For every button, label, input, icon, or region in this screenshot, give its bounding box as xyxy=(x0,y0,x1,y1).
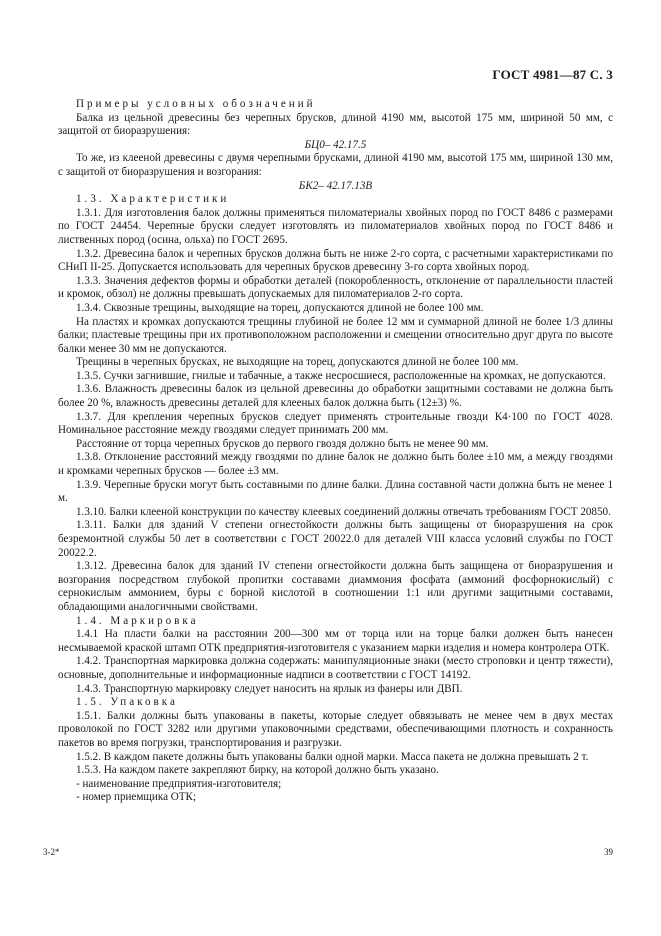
para-1-3-12: 1.3.12. Древесина балок для зданий IV степени огнестойкости должна быть защищена от биоразрушения и возгорания посредством глубокой пропитки составами диаммония фосфата (аммоний фосфорнокислый) с сернокислым аммонием, буры с борной кислотой в соотношении 1:1 или другими защитными составами, обладающими аналогичными свойствами. xyxy=(58,560,613,613)
para-1-3-8: 1.3.8. Отклонение расстояний между гвоздями по длине балок не должно быть более ±10 мм, а между гвоздями и кромками черепных брусков — более ±3 мм. xyxy=(58,451,613,478)
para-1-3-4: 1.3.4. Сквозные трещины, выходящие на торец, допускаются длиной не более 100 мм. xyxy=(76,301,484,314)
examples-title: Примеры условных обозначений xyxy=(76,98,316,110)
para-1-4-2: 1.4.2. Транспортная маркировка должна содержать: манипуляционные знаки (место строповки и центр тяжести), основные, дополнительные и информационные надписи в соответствии с ГОСТ 14192. xyxy=(58,655,613,681)
example-1: Балка из цельной древесины без черепных брусков, длиной 4190 мм, высотой 175 мм, шириной 50 мм, с защитой от биоразрушения: xyxy=(58,111,613,138)
para-1-3-9: 1.3.9. Черепные бруски могут быть составными по длине балки. Длина составной части должна быть не менее 1 м. xyxy=(58,478,613,505)
list-item: - наименование предприятия-изготовителя; xyxy=(76,777,282,790)
para-1-3-11: 1.3.11. Балки для зданий V степени огнестойкости должны быть защищены от биоразрушения на срок безремонтной службы 50 лет в соответствии с ГОСТ 20022.0 для деталей VIII класса условий службы по ГОСТ 20022.2. xyxy=(58,519,613,559)
section-1-5-title: 1.5. Упаковка xyxy=(76,696,178,709)
para-1-3-7: 1.3.7. Для крепления черепных брусков следует применять строительные гвозди К4·100 по ГОСТ 4028. Номинальное расстояние между гвоздями следует принимать 200 мм. xyxy=(58,410,613,437)
para-1-4-3: 1.4.3. Транспортную маркировку следует наносить на ярлык из фанеры или ДВП. xyxy=(76,682,463,695)
example-2: То же, из клееной древесины с двумя черепными брусками, длиной 4190 мм, высотой 175 мм, шириной 130 мм, с защитой от биоразрушения и возгорания: xyxy=(58,152,613,178)
para-1-3-2: 1.3.2. Древесина балок и черепных брусков должна быть не ниже 2-го сорта, с расчетными характеристиками по СНиП II-25. Допускается использовать для черепных брусков древесину 3-го сорта хвойных пород. xyxy=(58,247,613,274)
para-1-3-4-c: Трещины в черепных брусках, не выходящие на торец, допускаются длиной не более 100 мм. xyxy=(76,356,519,369)
page-header: ГОСТ 4981—87 С. 3 xyxy=(492,67,613,82)
para-1-4-1: 1.4.1 На пласти балки на расстоянии 200—300 мм от торца или на торце балки должен быть нанесен несмываемой краской штамп ОТК предприятия-изготовителя с указанием марки изделия и номера контролера ОТК. xyxy=(58,628,613,654)
para-1-5-3: 1.5.3. На каждом пакете закрепляют бирку, на которой должно быть указано. xyxy=(76,764,439,777)
para-1-3-7-b: Расстояние от торца черепных брусков до первого гвоздя должно быть не менее 90 мм. xyxy=(76,437,489,450)
para-1-3-5: 1.3.5. Сучки загнившие, гнилые и табачные, а также несросшиеся, расположенные на кромках, не допускаются. xyxy=(76,369,606,382)
footer-signature: 3-2* xyxy=(43,847,60,857)
section-1-3-title: 1.3. Характеристики xyxy=(76,193,230,206)
list-item: - номер приемщика ОТК; xyxy=(76,791,197,804)
example-1-formula: БЦ0– 42.17.5 xyxy=(304,138,367,151)
para-1-3-10: 1.3.10. Балки клееной конструкции по качеству клеевых соединений должны отвечать требованиям ГОСТ 20850. xyxy=(76,505,611,518)
page-number: 39 xyxy=(604,847,613,857)
para-1-3-4-b: На пластях и кромках допускаются трещины глубиной не более 12 мм и суммарной длиной не более 1/3 длины балки; пластевые трещины при их противоположном расположении и смещении относительно друг друга по высоте балки менее 30 мм не допускаются. xyxy=(58,315,613,355)
para-1-5-2: 1.5.2. В каждом пакете должны быть упакованы балки одной марки. Масса пакета не должна превышать 2 т. xyxy=(76,750,589,763)
para-1-3-1: 1.3.1. Для изготовления балок должны применяться пиломатериалы хвойных пород по ГОСТ 8486 с размерами по ГОСТ 24454. Черепные бруски следует изготовлять из пиломатериалов хвойных пород по ГОСТ 8486 и лиственных пород (осина, ольха) по ГОСТ 2695. xyxy=(58,206,613,246)
para-1-5-1: 1.5.1. Балки должны быть упакованы в пакеты, которые следует обвязывать не менее чем в двух местах проволокой по ГОСТ 3282 или другими упаковочными средствами, обеспечивающими плотность и сохранность пакетов во время погрузки, транспортирования и разгрузки. xyxy=(58,709,613,749)
para-1-3-3: 1.3.3. Значения дефектов формы и обработки деталей (покоробленность, отклонение от параллельности пластей и кромок, обзол) не должны превышать допускаемых для пиломатериалов 2-го сорта. xyxy=(58,274,613,301)
document-body xyxy=(58,98,613,805)
example-2-formula: БК2– 42.17.13В xyxy=(298,179,373,192)
section-1-4-title: 1.4. Маркировка xyxy=(76,614,199,627)
para-1-3-6: 1.3.6. Влажность древесины балок из цельной древесины до обработки защитными составами не должна быть более 20 %, влажность древесины деталей для клееных балок должна быть (12±3) %. xyxy=(58,383,613,410)
